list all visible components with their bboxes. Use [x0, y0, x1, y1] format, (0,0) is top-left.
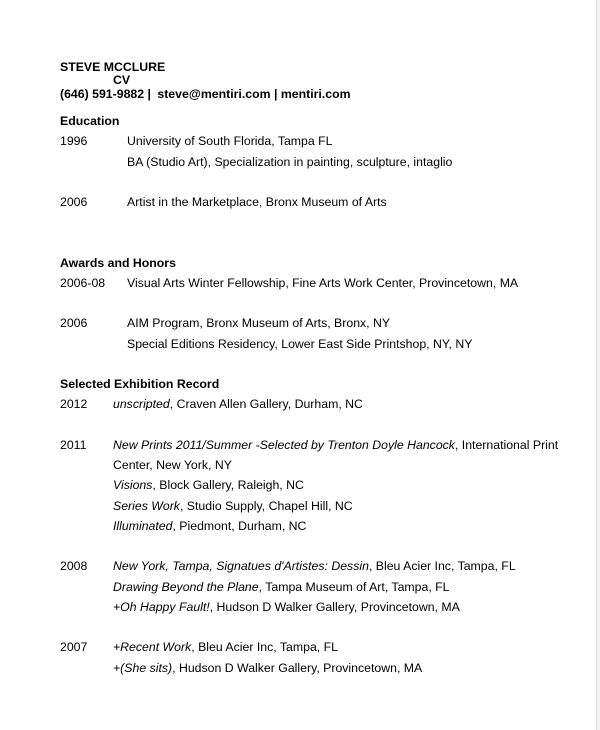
education-year: 2006: [60, 195, 88, 209]
education-entry: Artist in the Marketplace, Bronx Museum of Arts: [127, 195, 387, 209]
contact-line: [60, 87, 351, 102]
education-year: 1996: [60, 134, 88, 148]
exhibition-entry: New Prints 2011/Summer -Selected by Trenton Doyle Hancock, International Print: [113, 438, 559, 452]
cv-name: STEVE MCCLURE: [60, 60, 166, 74]
website[interactable]: mentiri.com: [280, 87, 351, 101]
email[interactable]: steve@mentiri.com: [157, 87, 271, 101]
education-entry: University of South Florida, Tampa FL: [127, 134, 333, 148]
exhibition-entry: +(She sits), Hudson D Walker Gallery, Provincetown, MA: [113, 661, 423, 675]
exhibition-entry: Drawing Beyond the Plane, Tampa Museum of Art, Tampa, FL: [113, 580, 450, 594]
exhibition-entry: New York, Tampa, Signatues d'Artistes: Dessin, Bleu Acier Inc, Tampa, FL: [113, 559, 516, 573]
exhibition-year: 2012: [60, 397, 88, 411]
exhibition-year: 2007: [60, 640, 88, 654]
award-year: 2006: [60, 316, 88, 330]
separator: |: [273, 87, 278, 101]
exhibition-entry: Series Work, Studio Supply, Chapel Hill, NC: [113, 499, 353, 513]
award-entry: AIM Program, Bronx Museum of Arts, Bronx, NY: [127, 316, 391, 330]
award-entry: Visual Arts Winter Fellowship, Fine Arts Work Center, Provincetown, MA: [127, 276, 519, 290]
exhibition-entry: +Recent Work, Bleu Acier Inc, Tampa, FL: [113, 640, 338, 654]
exhibition-entry: Visions, Block Gallery, Raleigh, NC: [113, 478, 304, 492]
phone: (646) 591-9882 |: [60, 87, 151, 101]
exhibition-entry: unscripted, Craven Allen Gallery, Durham, NC: [113, 397, 363, 411]
award-entry: Special Editions Residency, Lower East Side Printshop, NY, NY: [127, 337, 473, 351]
section-heading-education: Education: [60, 114, 120, 128]
exhibition-entry: +Oh Happy Fault!, Hudson D Walker Gallery, Provincetown, MA: [113, 600, 460, 614]
education-entry: BA (Studio Art), Specialization in painting, sculpture, intaglio: [127, 155, 453, 169]
exhibition-year: 2008: [60, 559, 88, 573]
exhibition-year: 2011: [60, 438, 87, 452]
award-year: 2006-08: [60, 276, 106, 290]
section-heading-awards: Awards and Honors: [60, 256, 176, 270]
exhibition-entry: Center, New York, NY: [113, 458, 232, 472]
exhibition-entry: Illuminated, Piedmont, Durham, NC: [113, 519, 307, 533]
section-heading-exhibitions: Selected Exhibition Record: [60, 377, 220, 391]
cv-label: CV: [113, 73, 131, 87]
